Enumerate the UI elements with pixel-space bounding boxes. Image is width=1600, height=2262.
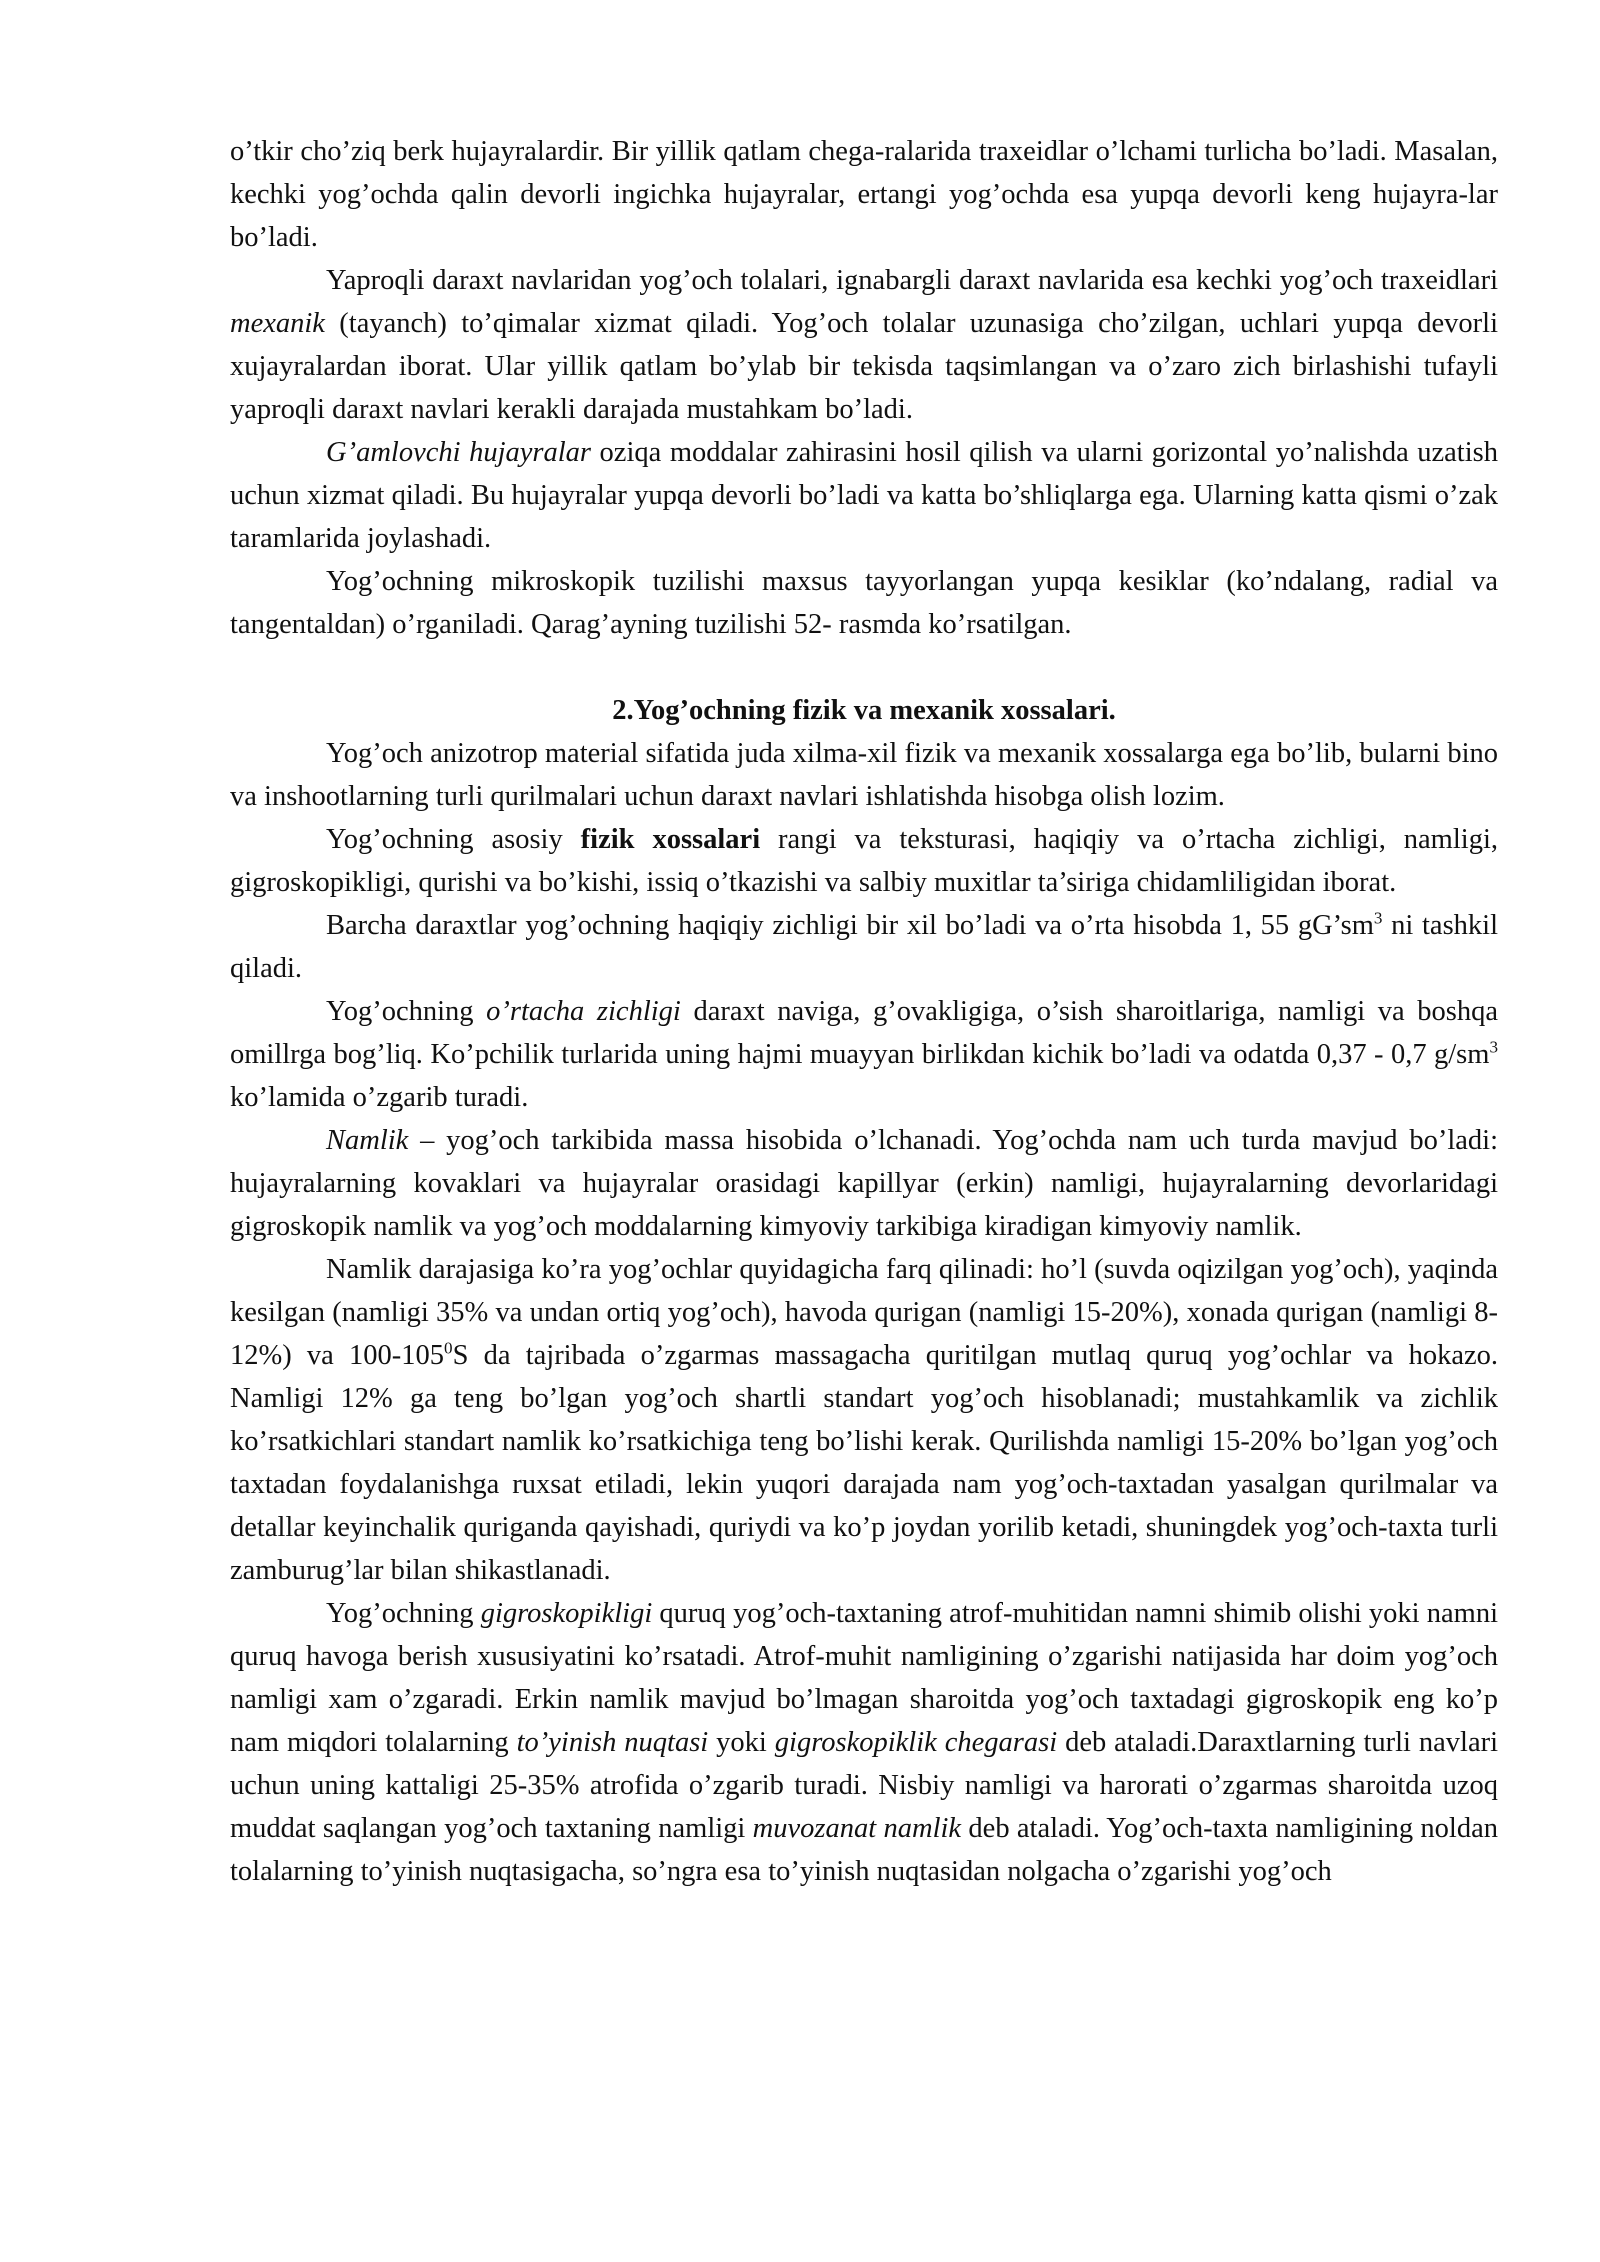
italic-term: gigroskopiklik chegarasi (774, 1727, 1058, 1758)
text-run: Yog’och anizotrop material sifatida juda xilma-xil fizik va mexanik xossalarga ega bo’lib, bularni bino va inshootlarning turli qurilmalari uchun daraxt navlari ishlatishda hisobga olish lozim. (230, 738, 1498, 812)
italic-term: o’rtacha zichligi (486, 996, 681, 1027)
paragraph-3 (230, 431, 1498, 560)
bold-term: fizik xossalari (580, 824, 761, 855)
paragraph-11 (230, 1592, 1498, 1893)
paragraph-1 (230, 130, 1498, 259)
paragraph-9 (230, 1119, 1498, 1248)
italic-term: Namlik (326, 1125, 409, 1156)
text-run: ko’lamida o’zgarib turadi. (230, 1082, 529, 1113)
paragraph-2 (230, 259, 1498, 431)
italic-term: gigroskopikligi (480, 1598, 653, 1629)
paragraph-6 (230, 818, 1498, 904)
text-run: deb ataladi.Daraxtlarning turli navlari uchun uning kattaligi 25-35% atrofida o’zgarib turadi. Nisbiy namligi va harorati o’zgarmas sharoitda uzoq muddat saqlangan yog’och taxtaning namligi (230, 1727, 1499, 1844)
paragraph-10 (230, 1248, 1498, 1592)
text-run: rangi va teksturasi, haqiqiy va o’rtacha zichligi, namligi, gigroskopikligi, qurishi va bo’kishi, issiq o’tkazishi va salbiy muxitlar ta’siriga chidamliligidan iborat. (230, 824, 1498, 898)
text-run: Namlik darajasiga ko’ra yog’ochlar quyidagicha farq qilinadi: ho’l (suvda oqizilgan yog’och), yaqinda kesilgan (namligi 35% va undan ortiq yog’och), havoda qurigan (namligi 15-20%), xonada qurigan (namligi 8-12%) va 100-105 (230, 1254, 1498, 1371)
text-run: oziqa moddalar zahirasini hosil qilish va ularni gorizontal yo’nalishda uzatish uchun xizmat qiladi. Bu hujayralar yupqa devorli bo’ladi va katta bo’shliqlarga ega. Ularning katta qismi o’zak taramlarida joylashadi. (230, 437, 1498, 554)
superscript: 3 (1373, 908, 1383, 928)
text-run: ni tashkil qiladi. (230, 910, 1498, 984)
section-heading: 2.Yog’ochning fizik va mexanik xossalari. (612, 695, 1116, 726)
text-run: yoki (708, 1727, 775, 1758)
italic-term: muvozanat namlik (752, 1813, 962, 1844)
superscript: 0 (444, 1338, 453, 1358)
text-run: (tayanch) to’qimalar xizmat qiladi. Yog’och tolalar uzunasiga cho’zilgan, uchlari yupqa devorli xujayralardan iborat. Ular yillik qatlam bo’ylab bir tekisda taqsimlangan va o’zaro zich birlashishi tufayli yaproqli daraxt navlari kerakli darajada mustahkam bo’ladi. (230, 308, 1498, 425)
text-run: quruq yog’och-taxtaning atrof-muhitidan namni shimib olishi yoki namni quruq havoga berish xususiyatini ko’rsatadi. Atrof-muhit namligining o’zgarishi natijasida har doim yog’och namligi xam o’zgaradi. Erkin namlik mavjud bo’lmagan sharoitda yog’och taxtadagi gigroskopik eng ko’p nam miqdori tolalarning (230, 1598, 1498, 1758)
italic-term: to’yinish nuqtasi (516, 1727, 709, 1758)
text-run: Yog’ochning asosiy (326, 824, 581, 855)
text-run: Yaproqli daraxt navlaridan yog’och tolalari, ignabargli daraxt navlarida esa kechki yog’och traxeidlari (326, 265, 1498, 296)
superscript: 3 (1489, 1037, 1498, 1057)
text-run: Yog’ochning mikroskopik tuzilishi maxsus tayyorlangan yupqa kesiklar (ko’ndalang, radial va tangentaldan) o’rganiladi. Qarag’ayning tuzilishi 52- rasmda ko’rsatilgan. (230, 566, 1498, 640)
italic-term: G’amlovchi hujayralar (326, 437, 592, 468)
text-run: Yog’ochning (326, 1598, 481, 1629)
text-run: Barcha daraxtlar yog’ochning haqiqiy zichligi bir xil bo’ladi va o’rta hisobda 1, 55 gG’sm (326, 910, 1374, 941)
document-page (230, 130, 1498, 1893)
text-run: deb ataladi. Yog’och-taxta namligining noldan tolalarning to’yinish nuqtasigacha, so’ngra esa to’yinish nuqtasidan nolgacha o’zgarishi yog’och (230, 1813, 1499, 1887)
paragraph-8 (230, 990, 1498, 1119)
paragraph-4 (230, 560, 1498, 646)
text-run: – yog’och tarkibida massa hisobida o’lchanadi. Yog’ochda nam uch turda mavjud bo’ladi: hujayralarning kovaklari va hujayralar orasidagi kapillyar (erkin) namligi, hujayralarning devorlaridagi gigroskopik namlik va yog’och moddalarning kimyoviy tarkibiga kiradigan kimyoviy namlik. (230, 1125, 1498, 1242)
text-run: Yog’ochning (326, 996, 487, 1027)
paragraph-5 (230, 732, 1498, 818)
text-run: o’tkir cho’ziq berk hujayralardir. Bir yillik qatlam chega-ralarida traxeidlar o’lchami turlicha bo’ladi. Masalan, kechki yog’ochda qalin devorli ingichka hujayralar, ertangi yog’ochda esa yupqa devorli keng hujayra-lar bo’ladi. (230, 136, 1498, 253)
text-run: daraxt naviga, g’ovakligiga, o’sish sharoitlariga, namligi va boshqa omillrga bog’liq. Ko’pchilik turlarida uning hajmi muayyan birlikdan kichik bo’ladi va odatda 0,37 - 0,7 g/sm (230, 996, 1498, 1070)
italic-term: mexanik (230, 308, 325, 339)
paragraph-7 (230, 904, 1498, 990)
text-run: S da tajribada o’zgarmas massagacha quritilgan mutlaq quruq yog’ochlar va hokazo. Namligi 12% ga teng bo’lgan yog’och shartli standart yog’och hisoblanadi; mustahkamlik va zichlik ko’rsatkichlari standart namlik ko’rsatkichiga teng bo’lishi kerak. Qurilishda namligi 15-20% bo’lgan yog’och taxtadan foydalanishga ruxsat etiladi, lekin yuqori darajada nam yog’och-taxtadan yasalgan qurilmalar va detallar keyinchalik quriganda qayishadi, quriydi va ko’p joydan yorilib ketadi, shuningdek yog’och-taxta turli zamburug’lar bilan shikastlanadi. (230, 1340, 1498, 1586)
